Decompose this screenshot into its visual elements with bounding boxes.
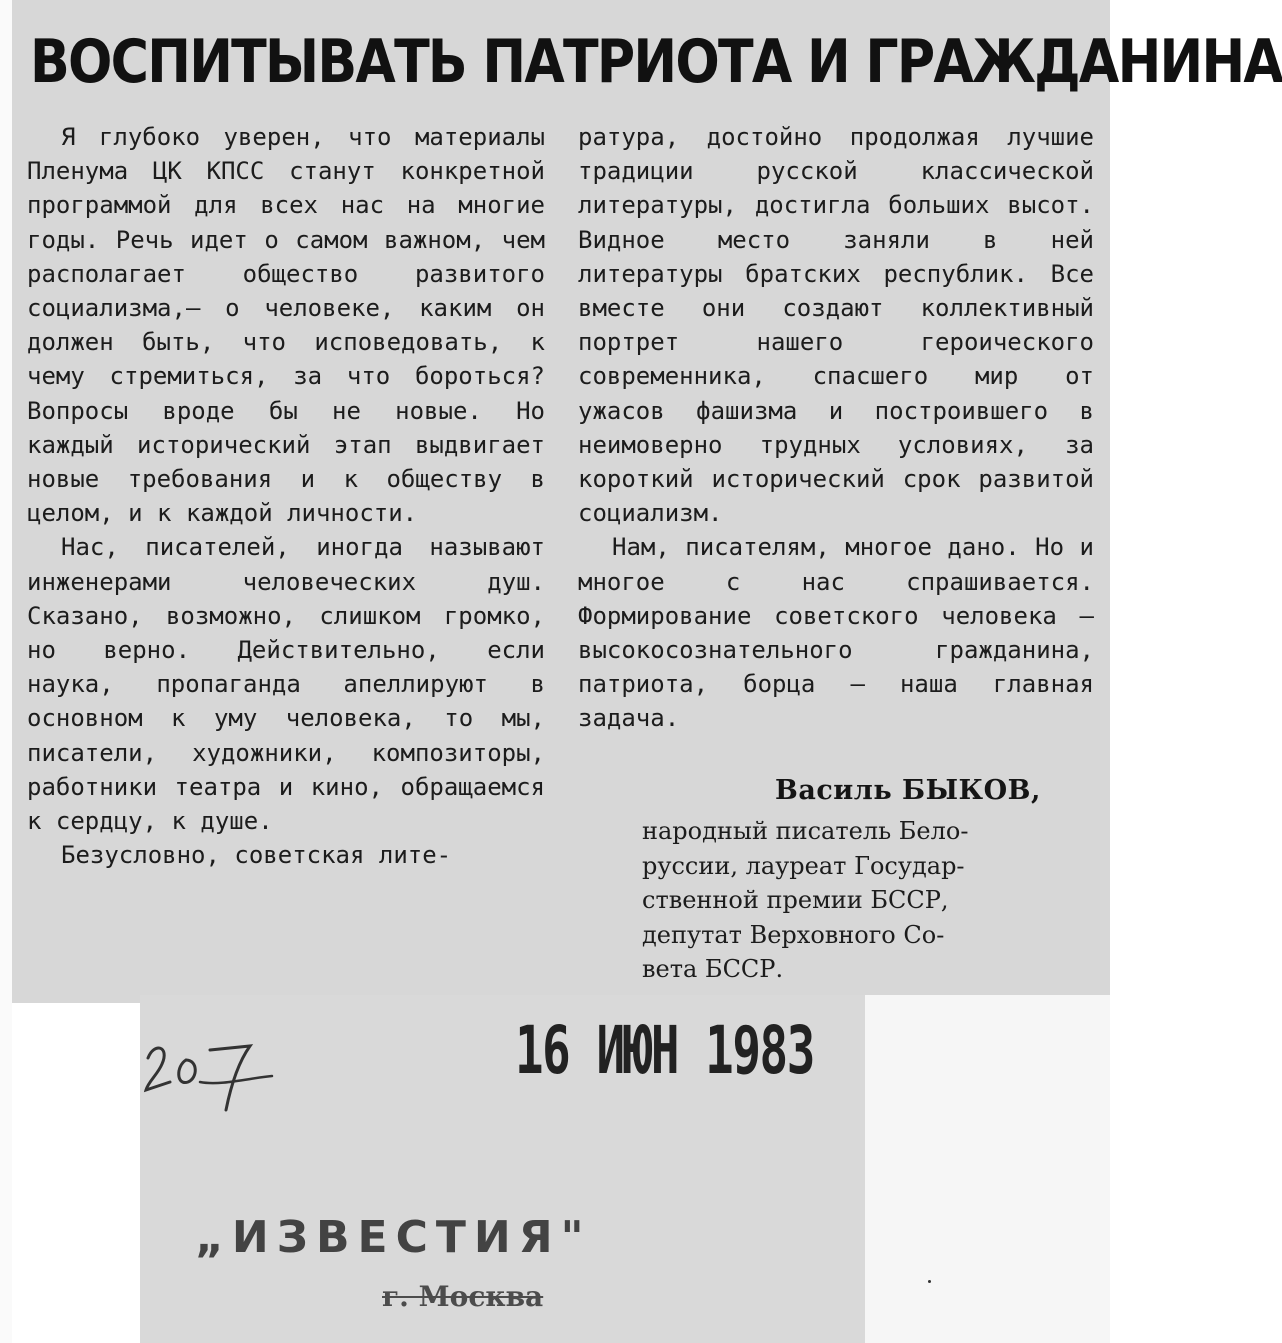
handwritten-note [140,1020,280,1120]
scan-margin [0,0,12,1343]
paragraph: Безусловно, советская лите- [61,841,452,870]
right-column [578,120,1094,736]
date-stamp: 16 ИЮН 1983 [515,1012,814,1089]
author-info-line: руссии, лауреат Государ- [642,851,965,880]
scan-background [865,995,1110,1343]
author-info-line: вета БССР. [642,955,784,983]
author-name: Василь БЫКОВ, [775,775,1041,806]
left-column [27,120,545,872]
author-credentials [642,814,1062,987]
paragraph: Я глубоко уверен, что материалы Пленума ЦК КПСС станут конкретной программой для всех нас на многие годы. Речь идет о самом важном, чем располагает общество развитого социализма,— о человеке, каким он должен быть, что исповедовать, к чему стремиться, за что бороться? Вопросы вроде бы не новые. Но каждый исторический этап выдвигает новые требования и к обществу в целом, и к каждой личности. [27,123,545,528]
author-info-line: народный писатель Бело- [642,817,969,845]
newspaper-source-stamp: „ИЗВЕСТИЯ" [195,1212,592,1263]
paragraph: Нас, писателей, иногда называют инженерами человеческих душ. Сказано, возможно, слишком громко, но верно. Действительно, если наука, пропаганда апеллируют в основном к уму человека, то мы, писатели, художники, композиторы, работники театра и кино, обращаемся к сердцу, к душе. [27,533,545,836]
paragraph: ратура, достойно продолжая лучшие традиции русской классической литературы, достигла больших высот. Видное место заняли в ней литературы братских республик. Все вместе они создают коллективный портрет нашего героического современника, спасшего мир от ужасов фашизма и построившего в неимоверно трудных условиях, за короткий исторический срок развитой социализм. [578,123,1094,528]
city-stamp: г. Москва [382,1280,544,1313]
scan-speck [928,1280,931,1283]
author-info-line: депутат Верховного Со- [642,920,945,949]
author-info-line: ственной премии БССР, [642,886,949,914]
paragraph: Нам, писателям, многое дано. Но и многое с нас спрашивается. Формирование советского человека — высокосознательного гражданина, патриота, борца — наша главная задача. [578,533,1094,733]
article-headline: ВОСПИТЫВАТЬ ПАТРИОТА И ГРАЖДАНИНА [30,27,1282,97]
